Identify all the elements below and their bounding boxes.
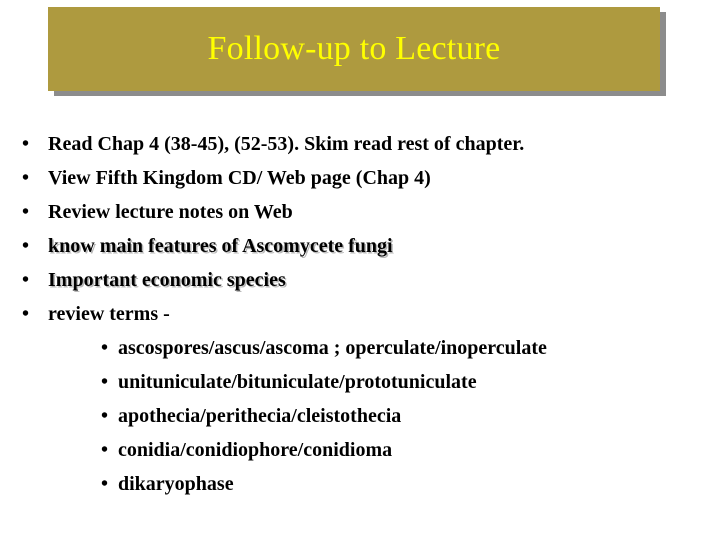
sub-bullet-text: apothecia/perithecia/cleistothecia (118, 405, 402, 427)
slide-title: Follow-up to Lecture (207, 30, 501, 67)
bullet-list (22, 127, 702, 501)
sub-bullet-item (22, 399, 702, 433)
sub-bullet-item (22, 467, 702, 501)
bullet-item-reading (22, 127, 702, 161)
bullet-item-species (22, 263, 702, 297)
bullet-dot-icon: • (22, 201, 30, 223)
sub-bullet-dot-icon: • (101, 337, 109, 359)
bullet-item-notes (22, 195, 702, 229)
bullet-text: Read Chap 4 (38-45), (52-53). Skim read rest of chapter. (48, 133, 525, 155)
bullet-item-cd (22, 161, 702, 195)
bullet-dot-icon: • (22, 235, 30, 257)
bullet-item-terms (22, 297, 702, 331)
title-banner (48, 7, 660, 91)
sub-bullet-dot-icon: • (101, 473, 109, 495)
bullet-text: Review lecture notes on Web (48, 201, 293, 223)
sub-bullet-text: dikaryophase (118, 473, 234, 495)
bullet-text: Important economic species (48, 269, 286, 291)
bullet-dot-icon: • (22, 133, 30, 155)
sub-bullet-dot-icon: • (101, 439, 109, 461)
bullet-dot-icon: • (22, 303, 30, 325)
sub-bullet-text: conidia/conidiophore/conidioma (118, 439, 393, 461)
bullet-text: View Fifth Kingdom CD/ Web page (Chap 4) (48, 167, 431, 189)
sub-bullet-item (22, 365, 702, 399)
sub-bullet-dot-icon: • (101, 371, 109, 393)
sub-bullet-text: ascospores/ascus/ascoma ; operculate/inoperculate (118, 337, 547, 359)
bullet-dot-icon: • (22, 167, 30, 189)
sub-bullet-text: unituniculate/bituniculate/prototuniculate (118, 371, 477, 393)
bullet-dot-icon: • (22, 269, 30, 291)
bullet-text: review terms - (48, 303, 170, 325)
sub-bullet-item (22, 433, 702, 467)
bullet-text: know main features of Ascomycete fungi (48, 235, 393, 257)
bullet-item-features (22, 229, 702, 263)
sub-bullet-dot-icon: • (101, 405, 109, 427)
sub-bullet-item (22, 331, 702, 365)
